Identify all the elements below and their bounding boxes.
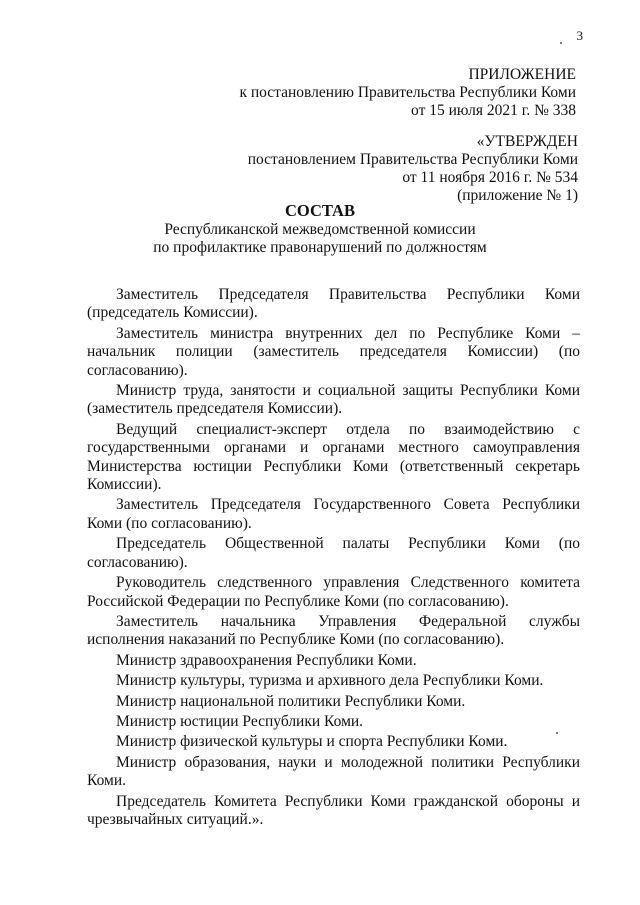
member-item: Руководитель следственного управления Следственного комитета Российской Федерации по Республике Коми (по согласованию).	[87, 574, 580, 610]
member-item: Ведущий специалист-эксперт отдела по взаимодействию с государственными органами и органами местного самоуправления Министерства юстиции Республики Коми (ответственный секретарь Комиссии).	[87, 420, 580, 494]
member-item: Заместитель Председателя Правительства Республики Коми (председатель Комиссии).	[87, 286, 580, 322]
heading-line-1: Республиканской межведомственной комиссии	[164, 221, 476, 238]
scan-artifact-dot	[560, 42, 562, 44]
heading-line-2: по профилактике правонарушений по должностям	[153, 239, 487, 256]
appendix-block	[239, 66, 576, 120]
members-list	[87, 286, 580, 831]
member-item: Министр труда, занятости и социальной защиты Республики Коми (заместитель председателя Комиссии).	[87, 382, 580, 418]
member-item: Министр национальной политики Республики Коми.	[116, 692, 466, 710]
member-item: Заместитель министра внутренних дел по Республике Коми – начальник полиции (заместитель председателя Комиссии) (по согласованию).	[87, 324, 580, 379]
approved-title: «УТВЕРЖДЕН	[476, 133, 578, 150]
appendix-line-2: от 15 июля 2021 г. № 338	[411, 102, 576, 119]
approved-line-3: (приложение № 1)	[457, 187, 578, 204]
member-item: Министр образования, науки и молодежной политики Республики Коми.	[87, 753, 580, 790]
member-item: Министр здравоохранения Республики Коми.	[116, 651, 417, 669]
appendix-title: ПРИЛОЖЕНИЕ	[468, 66, 576, 83]
member-item: Заместитель начальника Управления Федеральной службы исполнения наказаний по Республике Коми (по согласованию).	[87, 612, 580, 649]
approved-line-2: от 11 ноября 2016 г. № 534	[402, 169, 578, 186]
appendix-line-1: к постановлению Правительства Республики Коми	[239, 84, 576, 101]
scan-artifact-dot	[556, 732, 558, 734]
approved-block	[248, 133, 578, 205]
heading-title: СОСТАВ	[285, 201, 355, 220]
approved-line-1: постановлением Правительства Республики Коми	[247, 151, 578, 168]
member-item: Председатель Комитета Республики Коми гражданской обороны и чрезвычайных ситуаций.».	[87, 792, 580, 828]
page-number: 3	[576, 28, 583, 43]
member-item: Министр юстиции Республики Коми.	[116, 712, 364, 730]
member-item: Председатель Общественной палаты Республики Коми (по согласованию).	[87, 535, 580, 571]
document-heading	[0, 201, 640, 257]
member-item: Министр физической культуры и спорта Республики Коми.	[116, 733, 508, 751]
member-item: Министр культуры, туризма и архивного дела Республики Коми.	[116, 672, 544, 690]
member-item: Заместитель Председателя Государственного Совета Республики Коми (по согласованию).	[87, 496, 580, 532]
